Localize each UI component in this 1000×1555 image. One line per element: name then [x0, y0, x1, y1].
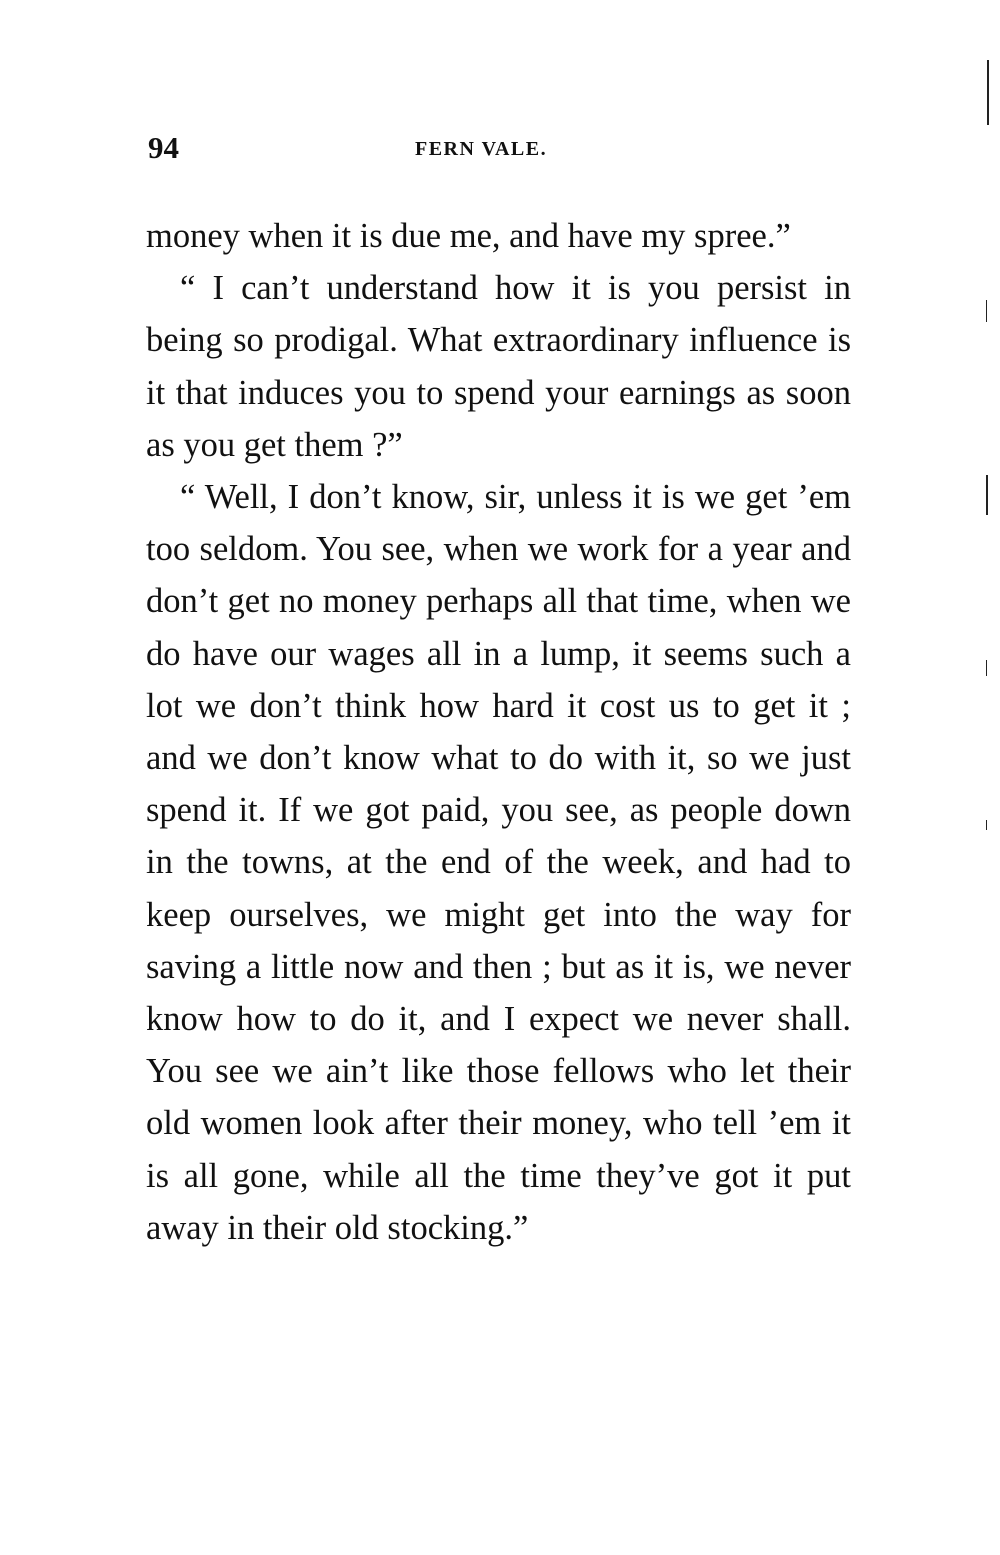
scan-edge-mark [986, 820, 987, 830]
body-text [146, 210, 851, 1254]
scan-edge-mark [986, 475, 988, 515]
scan-edge-mark [986, 300, 987, 322]
page-number: 94 [148, 130, 179, 165]
scan-edge-mark [986, 660, 987, 676]
paragraph-3: “ Well, I don’t know, sir, unless it is we get ’em too seldom. You see, when we work for a year and don’t get no money perhaps all that time, when we do have our wages all in a lump, it seems such a lot we don’t think how hard it cost us to get it ; and we don’t know what to do with it, so we just spend it. If we got paid, you see, as people down in the towns, at the end of the week, and had to keep ourselves, we might get into the way for saving a little now and then ; but as it is, we never know how to do it, and I expect we never shall. You see we ain’t like those fellows who let their old women look after their money, who tell ’em it is all gone, while all the time they’ve got it put away in their old stocking.” [146, 478, 851, 1247]
running-head [148, 130, 848, 170]
scan-edge-mark [987, 60, 989, 125]
paragraph-1: money when it is due me, and have my spree.” [146, 217, 791, 255]
running-title: FERN VALE. [415, 138, 548, 160]
paragraph-2: “ I can’t understand how it is you persist in being so prodigal. What extraordinary influence is it that induces you to spend your earnings as soon as you get them ?” [146, 269, 851, 464]
